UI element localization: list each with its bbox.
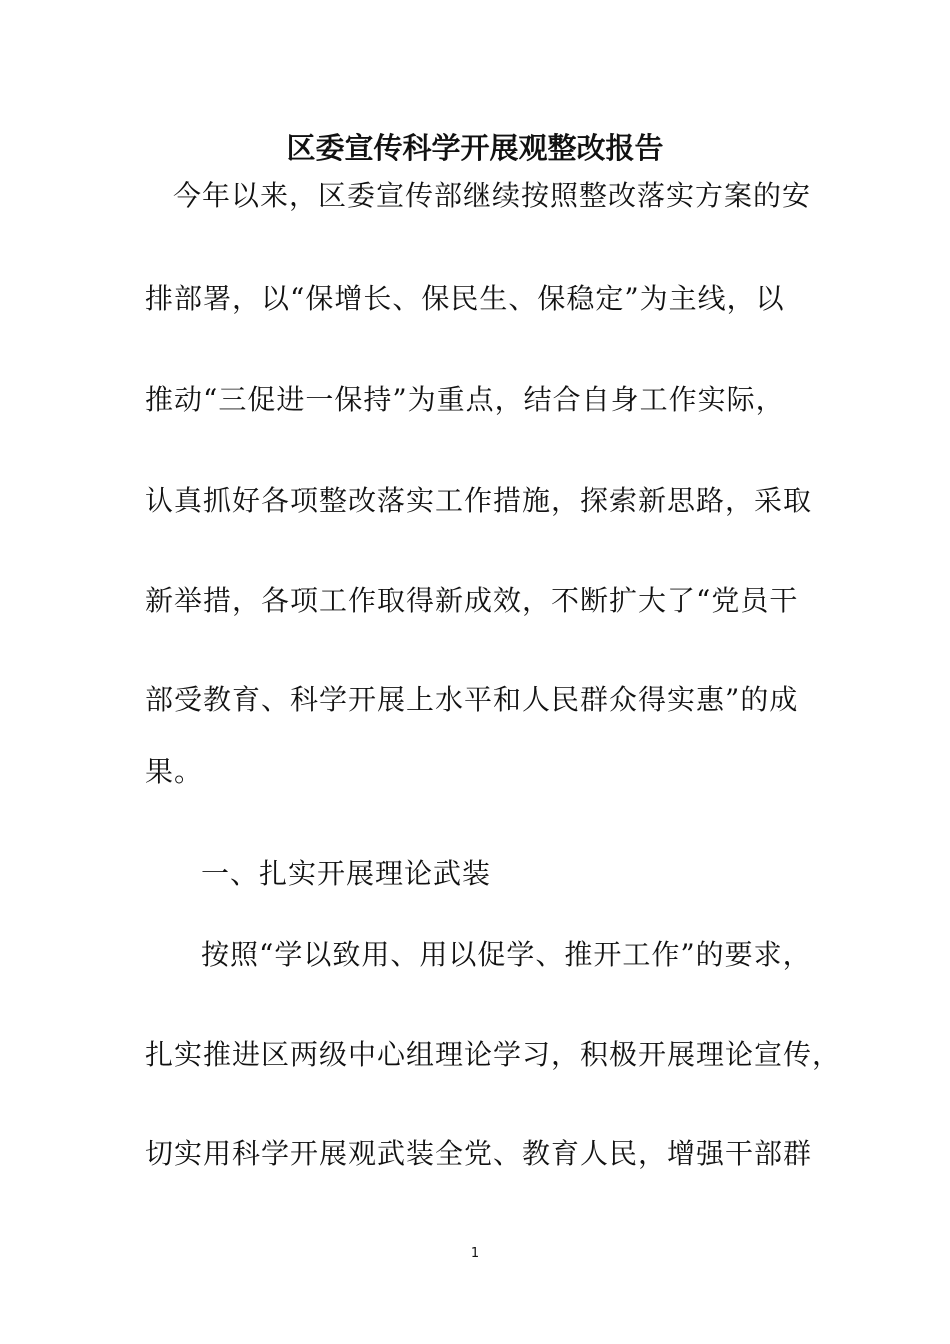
body-line-4: 认真抓好各项整改落实工作措施，探索新思路，采取 [145,484,813,517]
body-line-3: 推动“三促进一保持”为重点，结合自身工作实际， [145,383,785,416]
body-line-5: 新举措，各项工作取得新成效，不断扩大了“党员干 [145,584,799,617]
body-line-6: 部受教育、科学开展上水平和人民群众得实惠”的成 [145,683,799,716]
page-number: 1 [470,1246,480,1261]
body-line-9: 按照“学以致用、用以促学、推开工作”的要求， [201,938,812,971]
section-heading-1: 一、扎实开展理论武装 [201,857,492,890]
document-title: 区委宣传科学开展观整改报告 [286,131,664,165]
body-line-11: 切实用科学开展观武装全党、教育人民，增强干部群 [145,1137,813,1170]
body-line-1: 今年以来，区委宣传部继续按照整改落实方案的安 [173,179,812,212]
body-line-7: 果。 [145,755,204,788]
body-line-2: 排部署，以“保增长、保民生、保稳定”为主线，以 [145,282,785,315]
body-line-10: 扎实推进区两级中心组理论学习，积极开展理论宣传， [145,1038,842,1071]
